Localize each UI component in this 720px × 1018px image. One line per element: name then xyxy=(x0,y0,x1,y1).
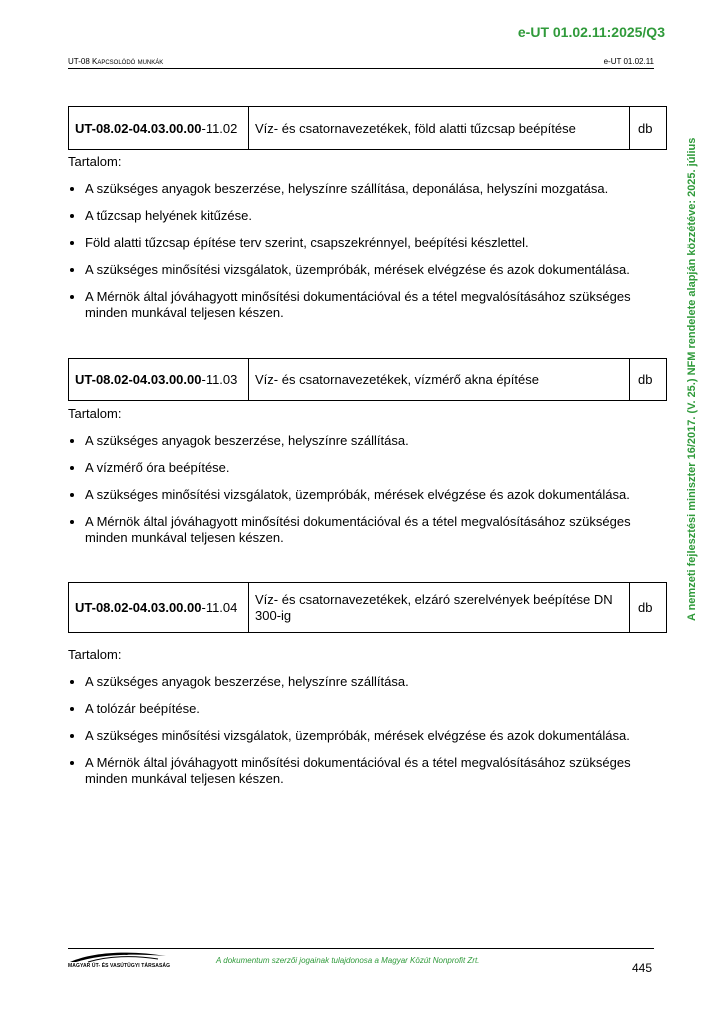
doc-reference: e-UT 01.02.11 xyxy=(603,57,654,66)
contents-label: Tartalom: xyxy=(68,647,122,662)
item-title: Víz- és csatornavezetékek, elzáró szerelvények beépítése DN 300-ig xyxy=(249,583,630,633)
item-title: Víz- és csatornavezetékek, vízmérő akna építése xyxy=(249,359,630,401)
item-unit: db xyxy=(630,359,667,401)
list-item: A szükséges anyagok beszerzése, helyszínre szállítása. xyxy=(68,674,658,690)
page-header xyxy=(68,57,654,66)
side-publication-note: A nemzeti fejlesztési miniszter 16/2017. (V. 25.) NFM rendelete alapján közzétéve: 2025. július xyxy=(686,137,698,621)
doc-code: e-UT 01.02.11:2025/Q3 xyxy=(517,24,665,40)
list-item: A Mérnök által jóváhagyott minősítési dokumentációval és a tétel megvalósításához szükséges minden munkával teljesen készen. xyxy=(68,755,658,787)
item-table-2 xyxy=(68,358,667,401)
item-unit: db xyxy=(630,107,667,150)
item-3-bullets xyxy=(68,674,658,798)
list-item: Föld alatti tűzcsap építése terv szerint, csapszekrénnyel, beépítési készlettel. xyxy=(68,235,658,251)
contents-label: Tartalom: xyxy=(68,406,122,421)
item-1-bullets xyxy=(68,181,658,332)
list-item: A vízmérő óra beépítése. xyxy=(68,460,658,476)
item-code: UT-08.02-04.03.00.00-11.04 xyxy=(69,583,249,633)
list-item: A Mérnök által jóváhagyott minősítési dokumentációval és a tétel megvalósításához szükséges minden munkával teljesen készen. xyxy=(68,514,658,546)
contents-label: Tartalom: xyxy=(68,154,122,169)
item-code: UT-08.02-04.03.00.00-11.02 xyxy=(69,107,249,150)
list-item: A szükséges minősítési vizsgálatok, üzempróbák, mérések elvégzése és azok dokumentálása. xyxy=(68,262,658,278)
item-table-3 xyxy=(68,582,667,633)
footer-logo xyxy=(68,950,171,975)
list-item: A tűzcsap helyének kitűzése. xyxy=(68,208,658,224)
item-2-bullets xyxy=(68,433,658,557)
footer-divider xyxy=(68,948,654,949)
section-title: UT-08 Kapcsolódó munkák xyxy=(68,57,164,66)
list-item: A szükséges minősítési vizsgálatok, üzempróbák, mérések elvégzése és azok dokumentálása. xyxy=(68,487,658,503)
list-item: A szükséges anyagok beszerzése, helyszínre szállítása, deponálása, helyszíni mozgatása. xyxy=(68,181,658,197)
page-number: 445 xyxy=(631,961,652,975)
list-item: A szükséges anyagok beszerzése, helyszínre szállítása. xyxy=(68,433,658,449)
list-item: A tolózár beépítése. xyxy=(68,701,658,717)
item-code: UT-08.02-04.03.00.00-11.03 xyxy=(69,359,249,401)
item-table-1 xyxy=(68,106,667,150)
header-divider xyxy=(68,68,654,69)
item-title: Víz- és csatornavezetékek, föld alatti tűzcsap beépítése xyxy=(249,107,630,150)
logo-text: MAGYAR ÚT- ÉS VASÚTÜGYI TÁRSASÁG xyxy=(68,963,171,969)
list-item: A szükséges minősítési vizsgálatok, üzempróbák, mérések elvégzése és azok dokumentálása. xyxy=(68,728,658,744)
item-unit: db xyxy=(630,583,667,633)
logo-swoosh-icon xyxy=(68,950,168,964)
list-item: A Mérnök által jóváhagyott minősítési dokumentációval és a tétel megvalósításához szükséges minden munkával teljesen készen. xyxy=(68,289,658,321)
copyright-note: A dokumentum szerzői jogainak tulajdonosa a Magyar Közút Nonprofit Zrt. xyxy=(216,956,480,965)
